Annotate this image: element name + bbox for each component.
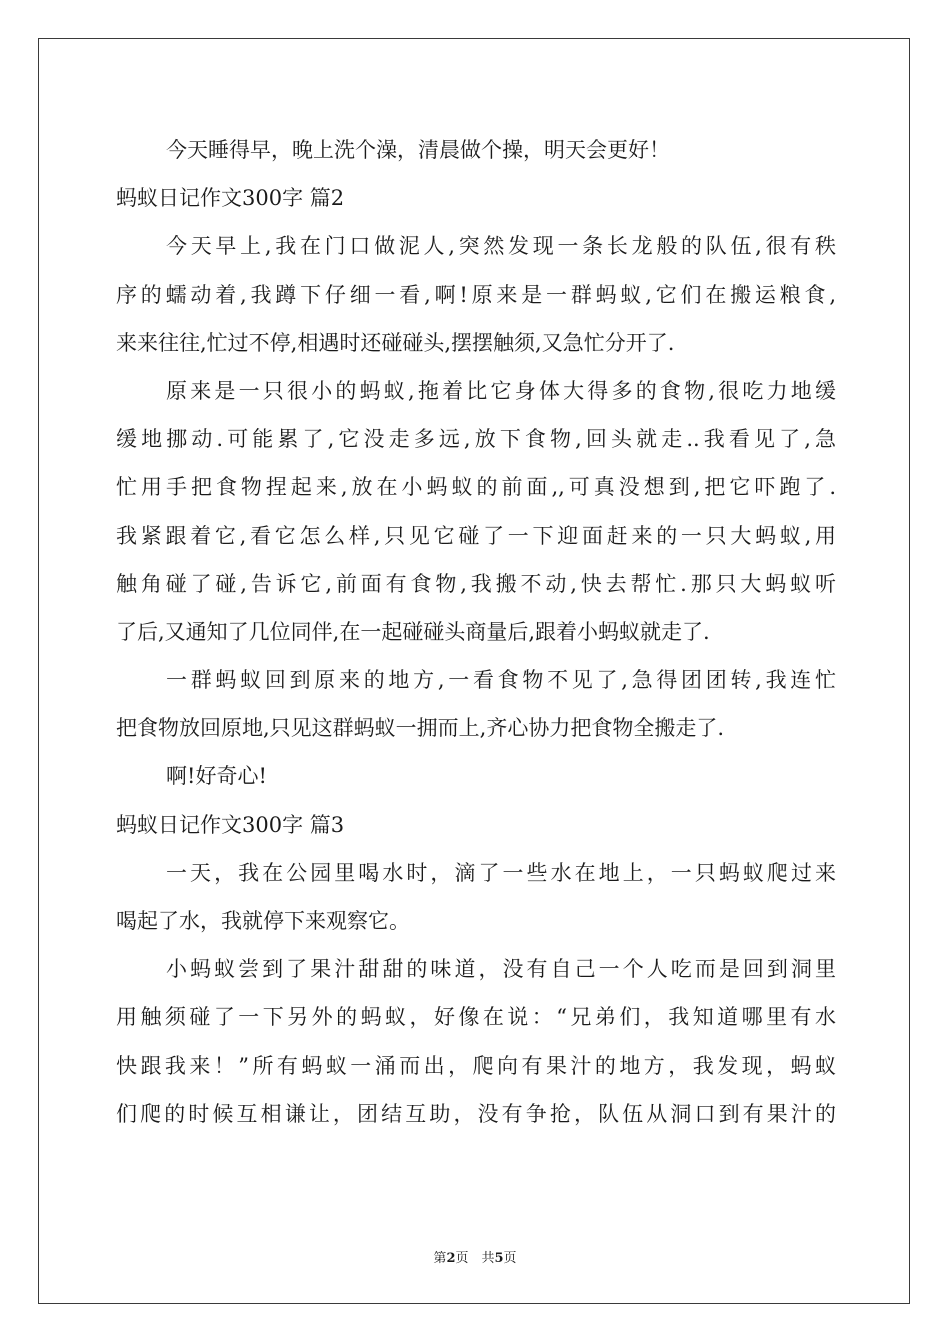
paragraph-line: 触角碰了碰,告诉它,前面有食物,我搬不动,快去帮忙.那只大蚂蚁听 bbox=[116, 571, 836, 596]
paragraph-line: 原来是一只很小的蚂蚁,拖着比它身体大得多的食物,很吃力地缓 bbox=[166, 378, 836, 403]
paragraph-line: 们爬的时候互相谦让，团结互助，没有争抢，队伍从洞口到有果汁的 bbox=[116, 1101, 836, 1126]
paragraph-line: 小蚂蚁尝到了果汁甜甜的味道，没有自己一个人吃而是回到洞里 bbox=[166, 957, 836, 982]
paragraph-line: 我紧跟着它,看它怎么样,只见它碰了一下迎面赶来的一只大蚂蚁,用 bbox=[116, 523, 836, 548]
page-label-suffix: 页 bbox=[503, 1251, 517, 1266]
paragraph-line: 把食物放回原地,只见这群蚂蚁一拥而上,齐心协力把食物全搬走了. bbox=[116, 716, 725, 741]
section-heading: 蚂蚁日记作文300字 篇2 bbox=[116, 186, 345, 211]
page-current: 2 bbox=[446, 1251, 456, 1266]
paragraph-line: 缓地挪动.可能累了,它没走多远,放下食物,回头就走..我看见了,急 bbox=[116, 427, 836, 452]
paragraph-line: 快跟我来！”所有蚂蚁一涌而出，爬向有果汁的地方，我发现，蚂蚁 bbox=[116, 1053, 836, 1078]
paragraph-line: 来来往往,忙过不停,相遇时还碰碰头,摆摆触须,又急忙分开了. bbox=[116, 330, 675, 355]
page-footer bbox=[0, 1247, 950, 1266]
paragraph-line: 今天早上,我在门口做泥人,突然发现一条长龙般的队伍,很有秩 bbox=[166, 234, 836, 259]
paragraph-line: 一群蚂蚁回到原来的地方,一看食物不见了,急得团团转,我连忙 bbox=[166, 668, 836, 693]
paragraph-line: 了后,又通知了几位同伴,在一起碰碰头商量后,跟着小蚂蚁就走了. bbox=[116, 619, 710, 644]
page-label-prefix: 第 bbox=[433, 1251, 447, 1266]
page-label-mid: 页 共 bbox=[455, 1251, 495, 1266]
document-body bbox=[116, 126, 836, 1138]
paragraph-line: 一天，我在公园里喝水时，滴了一些水在地上，一只蚂蚁爬过来 bbox=[166, 860, 836, 885]
paragraph-line: 啊!好奇心! bbox=[166, 764, 267, 789]
section-heading: 蚂蚁日记作文300字 篇3 bbox=[116, 812, 345, 837]
paragraph-line: 序的蠕动着,我蹲下仔细一看,啊!原来是一群蚂蚁,它们在搬运粮食, bbox=[116, 282, 836, 307]
paragraph-line: 忙用手把食物捏起来,放在小蚂蚁的前面,,可真没想到,把它吓跑了. bbox=[116, 475, 836, 500]
page-total: 5 bbox=[494, 1251, 504, 1266]
paragraph-line: 用触须碰了一下另外的蚂蚁，好像在说：“兄弟们，我知道哪里有水 bbox=[116, 1005, 836, 1030]
paragraph-line: 今天睡得早，晚上洗个澡，清晨做个操，明天会更好！ bbox=[166, 138, 670, 162]
paragraph-line: 喝起了水，我就停下来观察它。 bbox=[116, 909, 410, 933]
